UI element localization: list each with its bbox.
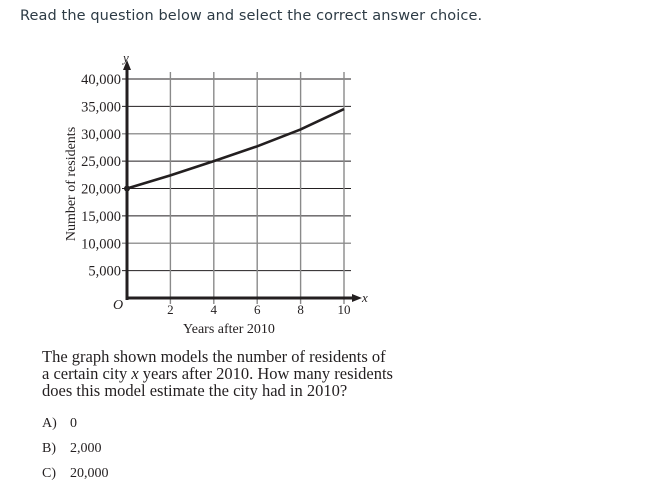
question-line-2: a certain city x years after 2010. How many residents	[42, 364, 393, 383]
choice-letter: C)	[42, 466, 56, 481]
y-tick-labels	[81, 72, 121, 280]
variable-x: x	[131, 364, 139, 383]
instruction-text: Read the question below and select the correct answer choice.	[20, 8, 483, 24]
answer-choices	[42, 414, 109, 489]
y-axis-label: Number of residents	[64, 126, 79, 242]
x-axis-symbol: x	[362, 290, 368, 305]
svg-text:30,000: 30,000	[81, 126, 121, 143]
model-curve	[127, 109, 344, 188]
svg-text:35,000: 35,000	[81, 99, 121, 116]
svg-text:4: 4	[210, 302, 218, 317]
choice-c[interactable]	[42, 464, 109, 489]
origin-label: O	[113, 298, 124, 313]
svg-text:15,000: 15,000	[81, 208, 121, 225]
choice-letter: B)	[42, 441, 56, 456]
y-intercept-point	[124, 186, 130, 192]
svg-text:2: 2	[167, 302, 174, 317]
svg-text:40,000: 40,000	[81, 72, 121, 88]
choice-value: 2,000	[70, 441, 102, 456]
choice-value: 0	[70, 416, 77, 431]
question-line-3: does this model estimate the city had in 2010?	[42, 381, 348, 400]
svg-text:25,000: 25,000	[81, 154, 121, 171]
question-line-1: The graph shown models the number of residents of	[42, 347, 386, 366]
svg-text:8: 8	[297, 302, 304, 317]
axes	[123, 60, 362, 302]
choice-value: 20,000	[70, 466, 109, 481]
x-axis-label: Years after 2010	[183, 322, 275, 337]
question-text	[42, 348, 402, 399]
choice-b[interactable]	[42, 439, 109, 464]
svg-text:10: 10	[337, 302, 351, 317]
svg-text:10,000: 10,000	[81, 236, 121, 253]
svg-text:20,000: 20,000	[81, 181, 121, 198]
svg-text:5,000: 5,000	[88, 263, 121, 280]
svg-text:6: 6	[253, 302, 261, 317]
grid-lines	[122, 72, 351, 304]
x-tick-labels	[167, 302, 350, 317]
choice-letter: A)	[42, 416, 57, 431]
y-axis-symbol: y	[123, 50, 129, 65]
choice-a[interactable]	[42, 414, 109, 439]
